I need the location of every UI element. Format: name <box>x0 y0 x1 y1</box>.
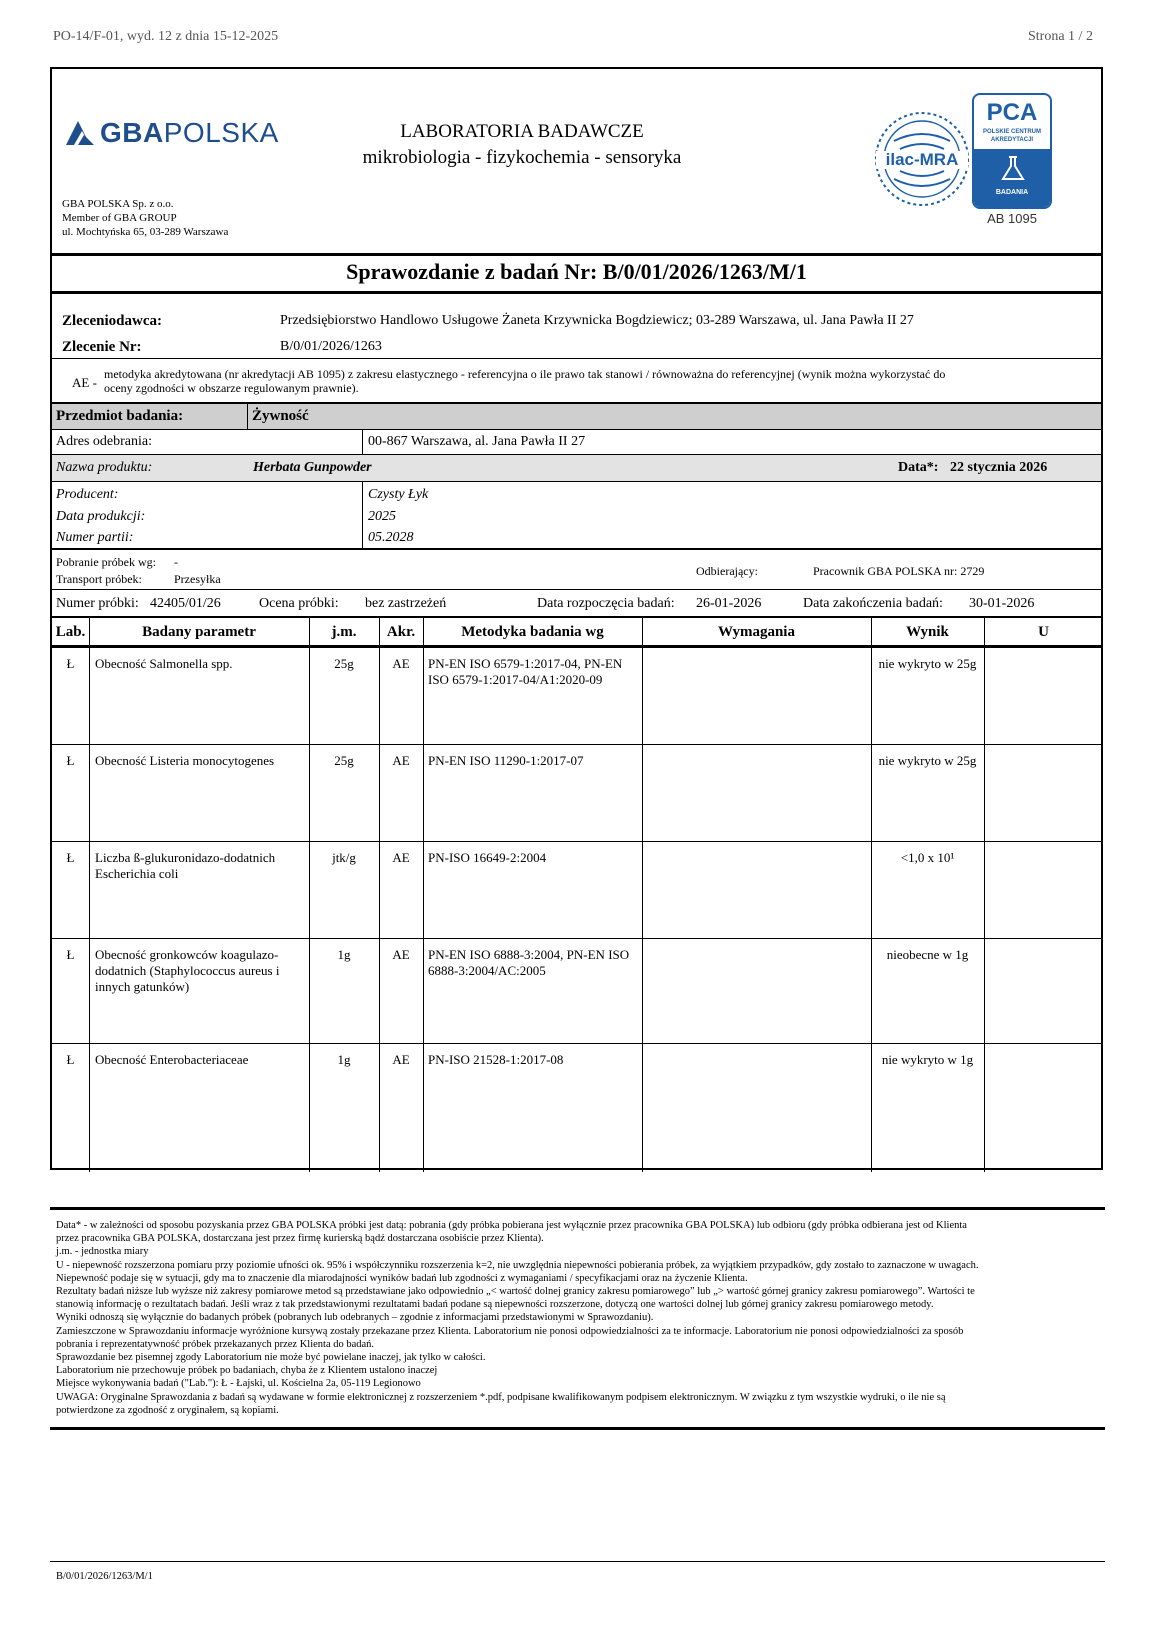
receiver-value: Pracownik GBA POLSKA nr: 2729 <box>813 564 985 578</box>
end-date-value: 30-01-2026 <box>969 596 1035 611</box>
row-param: Liczba ß-glukuronidazo-dodatnich Escherichia coli <box>95 850 276 881</box>
company-name: GBA POLSKA Sp. z o.o. <box>62 198 174 210</box>
subject-value: Żywność <box>252 408 309 424</box>
footnote-line: Laboratorium nie przechowuje próbek po badaniach, chyba że z Klientem ustalono inaczej <box>56 1365 438 1377</box>
col-header-lab: Lab. <box>55 624 86 640</box>
pca-line2: AKREDYTACJI <box>990 137 1034 143</box>
form-code: PO-14/F-01, wyd. 12 z dnia 15-12-2025 <box>53 29 279 44</box>
row-lab: Ł <box>66 753 75 768</box>
row-param: Obecność Enterobacteriaceae <box>95 1052 249 1067</box>
product-band <box>52 455 1101 481</box>
footnote-line: przez pracownika GBA POLSKA, dostarczana jest przez firmę kurierską bądź dostarczana osobiście przez Klienta). <box>56 1233 544 1245</box>
subject-label: Przedmiot badania: <box>56 408 184 424</box>
address-divider <box>362 430 363 454</box>
receiver-label: Odbierający: <box>696 564 758 578</box>
table-row <box>52 648 1101 744</box>
row-akr: AE <box>392 850 410 865</box>
footnote-line: potwierdzone za zgodność z oryginałem, są kopiami. <box>56 1404 279 1416</box>
row-lab: Ł <box>66 850 75 865</box>
start-date-label: Data rozpoczęcia badań: <box>537 596 675 611</box>
row-result: nie wykryto w 25g <box>878 656 977 671</box>
footnotes <box>56 1219 1096 1417</box>
footnote-line: Miejsce wykonywania badań ("Lab."): Ł - Łajski, ul. Kościelna 2a, 05-119 Legionowo <box>56 1378 421 1390</box>
footnote-line: stanowią informację o rezultatach badań. Jeśli wraz z tak przedstawionymi rezultatami badań podane są niepewności rozszerzone, dotyczą one wartości dolnej lub górnej granicy zakresu pomiarowego metody. <box>56 1299 934 1311</box>
row-akr: AE <box>392 1052 410 1067</box>
pca-line1: POLSKIE CENTRUM <box>982 129 1041 135</box>
table-row <box>52 745 1101 841</box>
order-label: Zlecenie Nr: <box>62 339 142 355</box>
footnote-line: UWAGA: Oryginalne Sprawozdania z badań są wydawane w formie elektronicznej z rozszerzeniem *.pdf, podpisane kwalifikowanym podpisem elektronicznym. W związku z tym wszystkie wydruki, o ile nie są <box>56 1391 946 1403</box>
footnote-line: Data* - w zależności od sposobu pozyskania przez GBA POLSKA próbki jest datą: pobrania (gdy próbka pobierana jest wyłącznie przez pracownika GBA POLSKA) lub odbioru (gdy próbka odbierana jest od Klienta <box>56 1220 967 1231</box>
ae-text-line1: metodyka akredytowana (nr akredytacji AB 1095) z zakresu elastycznego - referencyjna o ile prawo tak stanowi / równoważna do referencyjnej (wynik można wykorzystać do <box>104 367 946 381</box>
sample-date-label: Data*: <box>898 460 939 475</box>
sample-assessment-label: Ocena próbki: <box>259 596 339 611</box>
title-top-rule <box>52 253 1101 256</box>
order-value: B/0/01/2026/1263 <box>280 339 382 354</box>
row-lab: Ł <box>66 947 75 962</box>
row-lab: Ł <box>66 1052 75 1067</box>
sample-assessment-value: bez zastrzeżeń <box>365 596 447 611</box>
footer-rule <box>50 1561 1105 1562</box>
row-param: Obecność Salmonella spp. <box>95 656 233 671</box>
sample-number-value: 42405/01/26 <box>150 596 221 611</box>
row-result: nie wykryto w 1g <box>881 1052 974 1067</box>
row-result: <1,0 x 10¹ <box>900 850 955 865</box>
subject-band <box>52 403 1101 429</box>
row-param: Obecność gronkowców koagulazo- dodatnich (Staphylococcus aureus i innych gatunków) <box>95 947 280 994</box>
subject-bottom-rule <box>52 429 1101 430</box>
col-header-param: Badany parametr <box>142 624 256 640</box>
company-member: Member of GBA GROUP <box>62 212 177 224</box>
report-title: Sprawozdanie z badań Nr: B/0/01/2026/1263/M/1 <box>346 259 807 284</box>
subject-divider <box>247 403 248 429</box>
footnote-line: pobrania i reprezentatywność próbek przekazanych przez Klienta do badań. <box>56 1338 375 1350</box>
batch-label: Numer partii: <box>56 530 134 545</box>
production-date-value: 2025 <box>368 509 396 524</box>
footnote-line: Niepewność podaje się w sytuacji, gdy ma to znaczenie dla miarodajności wyników badań lub zgodności z wymaganiami / specyfikacjami oraz na życzenie Klienta. <box>56 1272 748 1284</box>
transport-value: Przesyłka <box>174 572 221 586</box>
row-method: PN-ISO 21528-1:2017-08 <box>428 1052 564 1067</box>
footnote-line: Sprawozdanie bez pisemnej zgody Laboratorium nie może być powielane inaczej, jak tylko w całości. <box>56 1352 486 1364</box>
lab-title: LABORATORIA BADAWCZE <box>400 121 644 142</box>
row-unit: 1g <box>337 947 351 962</box>
col-header-akr: Akr. <box>386 624 416 640</box>
producer-rule <box>52 548 1101 550</box>
footnote-line: Wyniki odnoszą się wyłącznie do badanych próbek (pobranych lub odebranych – zgodnie z informacjami przedstawionymi w Sprawozdaniu). <box>56 1312 654 1324</box>
col-header-u: U <box>1038 624 1049 640</box>
product-value: Herbata Gunpowder <box>253 460 372 475</box>
transport-label: Transport próbek: <box>56 572 142 586</box>
product-label: Nazwa produktu: <box>56 460 153 475</box>
gba-triangle-icon <box>64 119 100 147</box>
title-bottom-rule <box>52 291 1101 294</box>
end-date-label: Data zakończenia badań: <box>803 596 943 611</box>
row-lab: Ł <box>66 656 75 671</box>
pca-badania: BADANIA <box>995 189 1029 196</box>
row-akr: AE <box>392 947 410 962</box>
row-result: nieobecne w 1g <box>886 947 969 962</box>
sampling-rule <box>52 589 1101 590</box>
producer-value: Czysty Łyk <box>368 487 429 502</box>
row-method: PN-EN ISO 11290-1:2017-07 <box>428 753 584 768</box>
ilac-mra-badge <box>872 109 972 209</box>
footnote-line: U - niepewność rozszerzona pomiaru przy poziomie ufności ok. 95% i współczynniku rozszerzenia k=2, nie uwzględnia niepewności pobierania próbek, za wyjątkiem przypadków, gdy zostało to zaznaczone w uwagach. <box>56 1259 979 1271</box>
row-unit: 25g <box>334 656 354 671</box>
row-method: PN-ISO 16649-2:2004 <box>428 850 547 865</box>
batch-value: 05.2028 <box>368 530 414 545</box>
row-unit: 1g <box>337 1052 351 1067</box>
page-number: Strona 1 / 2 <box>1028 29 1093 44</box>
subject-top-rule <box>52 402 1101 404</box>
row-unit: jtk/g <box>332 850 356 865</box>
start-date-value: 26-01-2026 <box>696 596 762 611</box>
row-akr: AE <box>392 656 410 671</box>
row-param: Obecność Listeria monocytogenes <box>95 753 275 768</box>
table-row <box>52 842 1101 938</box>
sampling-label: Pobranie próbek wg: <box>56 555 156 569</box>
producer-label: Producent: <box>56 487 119 502</box>
col-header-req: Wymagania <box>718 624 795 640</box>
ae-text-line2: oceny zgodności w obszarze regulowanym prawnie). <box>104 381 359 395</box>
sample-date-value: 22 stycznia 2026 <box>950 460 1048 475</box>
col-header-unit: j.m. <box>331 624 357 640</box>
logo-polska-text: POLSKA <box>163 117 279 148</box>
sampling-value: - <box>174 555 178 569</box>
pca-badge-box <box>972 93 1052 209</box>
product-rule <box>52 481 1101 482</box>
company-address: ul. Mochtyńska 65, 03-289 Warszawa <box>62 226 229 238</box>
footnote-line: Zamieszczone w Sprawozdaniu informacje wyróżnione kursywą zostały przekazane przez Klienta. Laboratorium nie ponosi odpowiedzialności za te informacje. Laboratorium nie ponosi odpowiedzialności za sposób <box>56 1325 964 1337</box>
table-row <box>52 1044 1101 1140</box>
producer-divider <box>362 482 363 548</box>
lab-subtitle: mikrobiologia - fizykochemia - sensoryka <box>362 147 682 168</box>
footnote-line: Rezultaty badań niższe lub wyższe niż zakresy pomiarowe metod są przedstawiane jako odpowiednio „< wartość dolnej granicy zakresu pomiarowego” lub „> wartość górnej granicy zakresu pomiarowego”. Wartości te <box>56 1286 975 1298</box>
footnote-line: j.m. - jednostka miary <box>56 1246 149 1258</box>
flask-icon <box>1000 155 1026 183</box>
ilac-mra-label: ilac-MRA <box>885 150 959 169</box>
client-value: Przedsiębiorstwo Handlowo Usługowe Żaneta Krzywnicka Bogdziewicz; 03-289 Warszawa, ul. Jana Pawła II 27 <box>280 313 914 328</box>
table-row <box>52 939 1101 1043</box>
logo-gba-text: GBA <box>100 117 164 148</box>
row-akr: AE <box>392 753 410 768</box>
ae-prefix: AE - <box>72 375 97 390</box>
footer-report-number: B/0/01/2026/1263/M/1 <box>56 1571 153 1582</box>
footnotes-bottom-rule <box>50 1427 1105 1430</box>
row-method: PN-EN ISO 6579-1:2017-04, PN-EN ISO 6579-1:2017-04/A1:2020-09 <box>428 656 623 687</box>
production-date-label: Data produkcji: <box>56 509 146 524</box>
pca-blue-block <box>974 149 1050 209</box>
col-header-method: Metodyka badania wg <box>461 624 604 640</box>
footnotes-top-rule <box>50 1207 1105 1210</box>
pca-number: AB 1095 <box>987 211 1037 226</box>
row-method: PN-EN ISO 6888-3:2004, PN-EN ISO 6888-3:2004/AC:2005 <box>428 947 630 978</box>
client-rule <box>52 358 1101 359</box>
pca-badge <box>972 93 1054 226</box>
company-logo <box>64 117 279 149</box>
table-top-rule <box>52 616 1101 618</box>
row-unit: 25g <box>334 753 354 768</box>
address-label: Adres odebrania: <box>56 434 153 449</box>
pca-title: PCA <box>986 99 1038 126</box>
sample-number-label: Numer próbki: <box>56 596 139 611</box>
col-header-result: Wynik <box>906 624 949 640</box>
address-value: 00-867 Warszawa, al. Jana Pawła II 27 <box>368 434 586 449</box>
report-frame <box>50 67 1103 1170</box>
client-label: Zleceniodawca: <box>62 313 162 329</box>
row-result: nie wykryto w 25g <box>878 753 977 768</box>
